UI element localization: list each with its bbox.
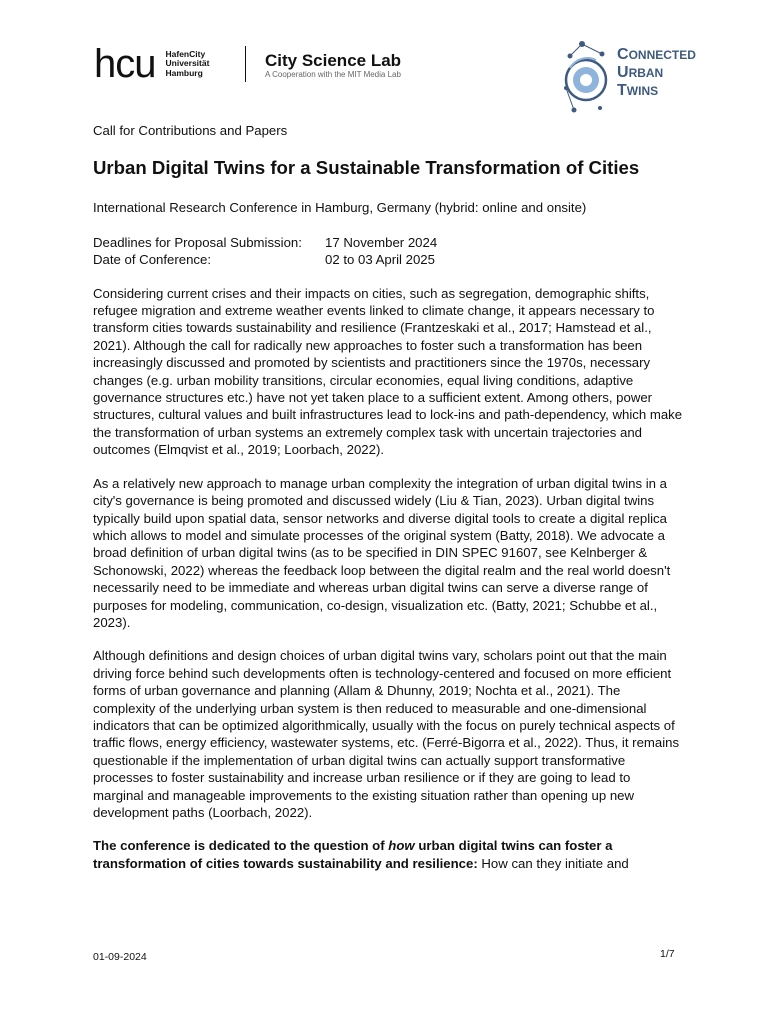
hcu-logo-mark: hcu (94, 42, 156, 86)
csl-title: City Science Lab (265, 51, 402, 70)
paragraph-1: Considering current crises and their impacts on cities, such as segregation, demographic shifts, refugee migration and extreme weather events linked to climate change, it appears necessary to transform cities towards sustainability and resilience (Frantzeskaki et al., 2017; Hamstead et al., 2021). Although the call for radically new approaches to foster such a transformation has been increasingly discussed and promoted by scientists and practitioners since the 1970s, necessary changes (e.g. urban mobility transitions, circular economies, equal living conditions, adaptive governance structures etc.) have not yet taken place to a sufficient extent. Among others, power structures, cultural values and built infrastructures lead to lock-ins and path-dependency, which make the transformation of urban systems an extremely complex task with uncertain trajectories and outcomes (Elmqvist et al., 2019; Loorbach, 2022). (93, 285, 683, 458)
hcu-logo (94, 42, 210, 86)
p4-bold-1: The conference is dedicated to the question of (93, 838, 389, 854)
paragraph-2: As a relatively new approach to manage urban complexity the integration of urban digital twins in a city's governance is being promoted and discussed widely (Liu & Tian, 2023). Urban digital twins typically build upon spatial data, sensor networks and diverse digital tools to create a digital replica which allows to model and simulate processes of the original system (Batty, 2018). We advocate a broad definition of urban digital twins (as to be specified in DIN SPEC 91607, see Kelnberger & Schonowski, 2022) whereas the feedback loop between the digital realm and the real world doesn't necessarily need to be immediate and whereas urban digital twins can serve a diverse range of purposes for modeling, communication, co-design, visualization etc. (Batty, 2021; Schubbe et al., 2023). (93, 475, 671, 630)
cut-cap: C (617, 46, 629, 63)
conference-description: International Research Conference in Hamburg, Germany (hybrid: online and onsite) (93, 200, 587, 216)
logo-divider (245, 46, 246, 82)
page-number: 1/7 (660, 948, 675, 960)
deadline-row (93, 234, 683, 251)
paragraph-4 (93, 837, 683, 872)
hcu-line: Universität (165, 58, 210, 69)
cut-rest: ONNECTED (628, 48, 696, 62)
connected-urban-twins-icon (562, 38, 618, 120)
cut-cap: U (617, 64, 629, 81)
conference-date-label: Date of Conference: (93, 252, 212, 268)
hcu-logo-text (166, 50, 210, 79)
call-heading: Call for Contributions and Papers (93, 123, 288, 138)
cut-rest: WINS (626, 84, 659, 98)
cut-word (617, 82, 658, 100)
footer-date: 01-09-2024 (93, 951, 147, 963)
deadline-label: Deadlines for Proposal Submission: (93, 234, 302, 250)
cut-rest: RBAN (628, 66, 664, 80)
page-header (0, 0, 768, 120)
conference-date-row (93, 251, 683, 268)
cut-word (617, 46, 696, 64)
paragraph-3: Although definitions and design choices of urban digital twins vary, scholars point out that the main driving force behind such developments often is technology-centered and focused on more efficient forms of urban governance and planning (Allam & Dhunny, 2019; Nochta et al., 2021). The complexity of the underlying urban system is then reduced to measurable and one-dimensional indicators that can be optimized algorithmically, usually with the focus on purely technical aspects of traffic flows, energy efficiency, wastewater systems, etc. (Ferré-Bigorra et al., 2022). Thus, it remains questionable if the implementation of urban digital twins can actually support transformative processes to foster sustainability and increase urban resilience or if they are going to lead to marginal and manageable improvements to the existing situation rather than opening up new development paths (Loorbach, 2022). (93, 648, 680, 820)
document-title: Urban Digital Twins for a Sustainable Transformation of Cities (93, 157, 640, 179)
deadlines-block (93, 234, 683, 269)
p4-italic: how (388, 838, 415, 854)
deadline-value: 17 November 2024 (325, 234, 438, 250)
city-science-lab-logo (265, 52, 401, 80)
p4-rest: How can they initiate and (477, 855, 629, 871)
connected-urban-twins-logo (562, 38, 712, 120)
hcu-line: Hamburg (165, 67, 203, 78)
p4-bold-2: urban digital twins can foster a transformation of cities towards sustainability and resilience: (93, 838, 613, 871)
document-body (93, 122, 683, 872)
csl-subtitle: A Cooperation with the MIT Media Lab (265, 70, 401, 79)
hcu-line: HafenCity (165, 48, 206, 59)
conference-date-value: 02 to 03 April 2025 (325, 252, 435, 268)
cut-word (617, 64, 663, 82)
cut-cap: T (617, 82, 627, 99)
